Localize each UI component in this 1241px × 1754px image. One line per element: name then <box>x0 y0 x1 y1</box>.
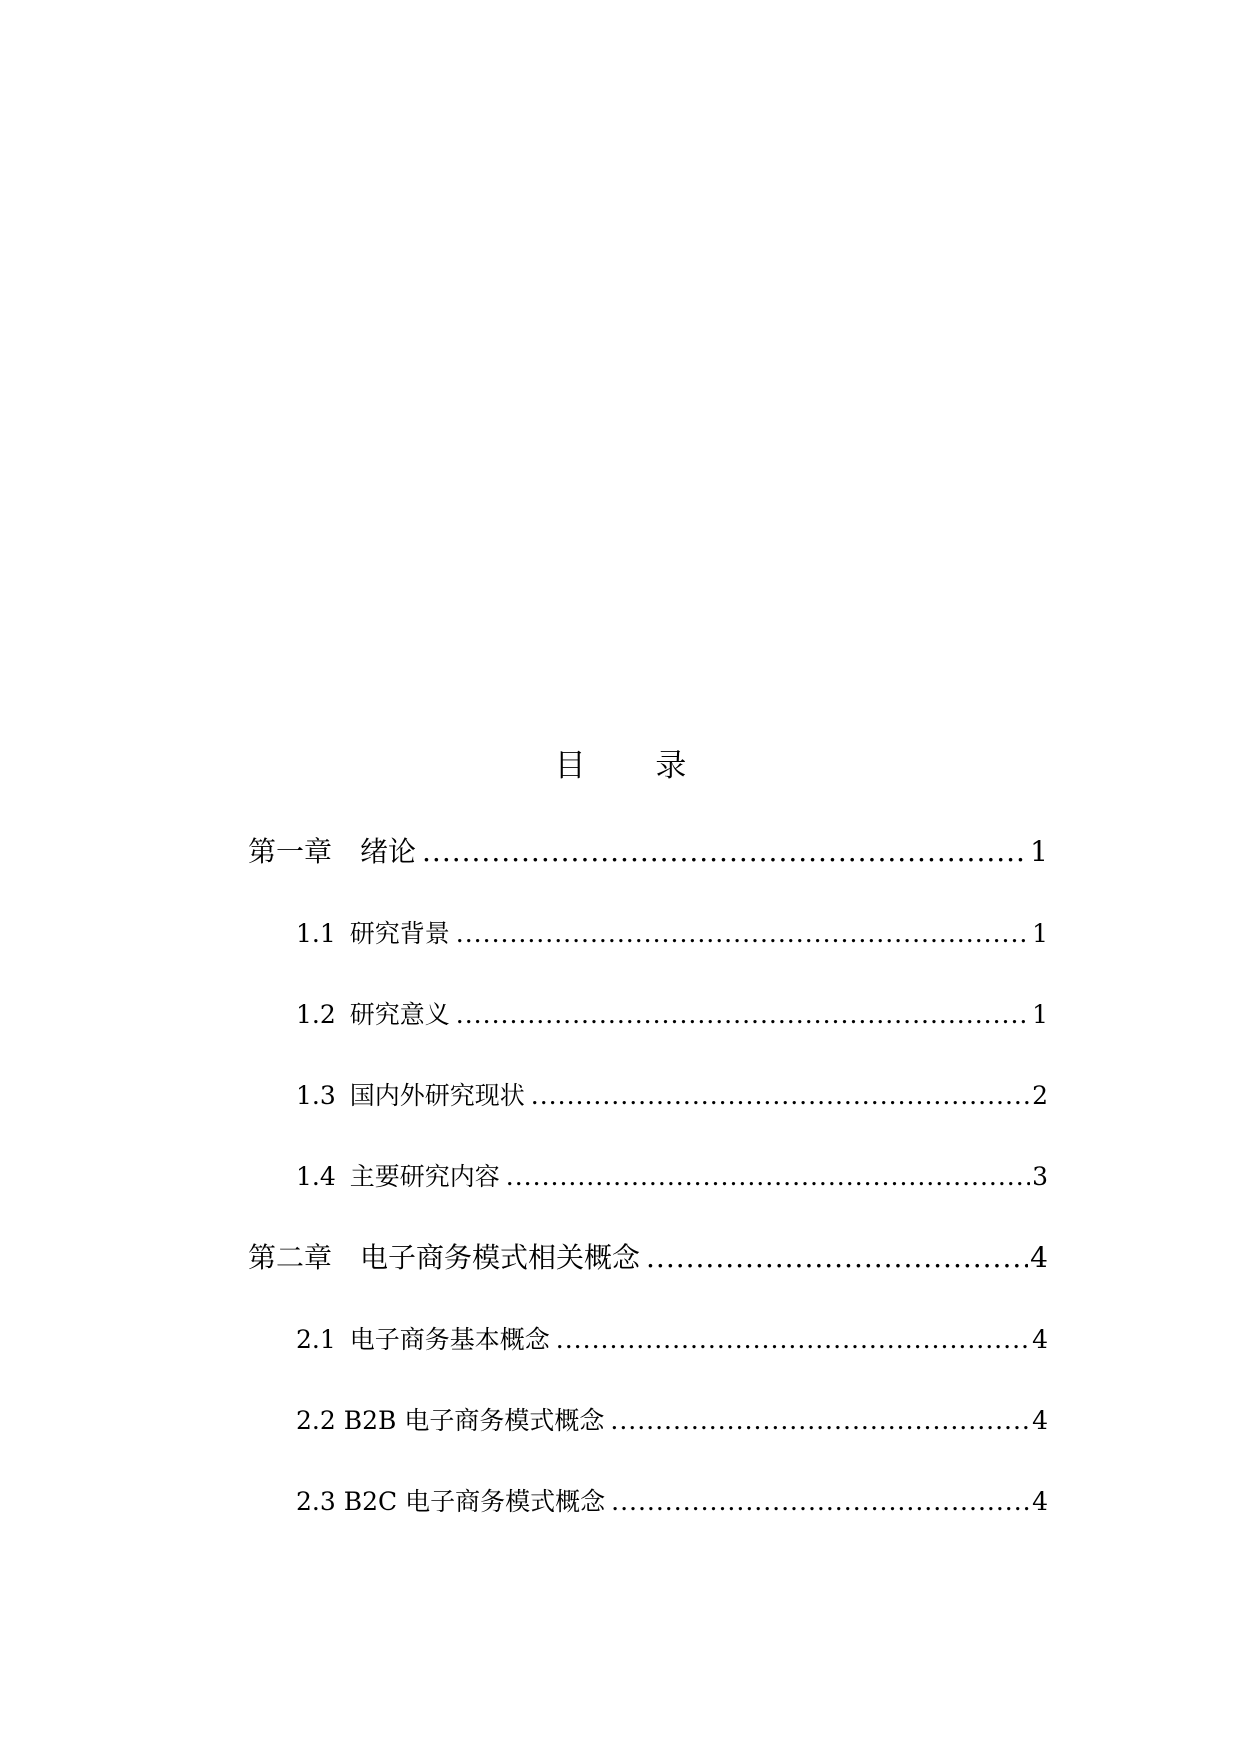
toc-entry-title: 电子商务基本概念 <box>349 1325 550 1354</box>
toc-entry-1-3[interactable] <box>296 1078 1048 1114</box>
dot-leader <box>610 1403 1030 1439</box>
toc-page-number: 1 <box>1030 835 1048 868</box>
page-title: 目 录 <box>554 748 717 784</box>
toc-page-number: 4 <box>1032 1487 1048 1516</box>
toc-entry-2-3[interactable] <box>296 1484 1048 1520</box>
dot-leader <box>456 916 1030 952</box>
toc-page-number: 2 <box>1032 1081 1048 1110</box>
toc-entry-title: 研究意义 <box>349 1000 450 1029</box>
toc-entry-chapter-1[interactable] <box>248 834 1048 870</box>
toc-chapter-label: 第二章 <box>248 1241 333 1274</box>
toc-page-number: 3 <box>1032 1162 1048 1191</box>
toc-section-number: 2.1 <box>296 1325 336 1354</box>
toc-entry-title: 主要研究内容 <box>349 1162 500 1191</box>
dot-leader <box>646 1240 1028 1276</box>
toc-page-number: 1 <box>1032 1000 1048 1029</box>
toc-entry-1-1[interactable] <box>296 916 1048 952</box>
dot-leader <box>611 1484 1030 1520</box>
toc-entry-title: 研究背景 <box>349 919 450 948</box>
dot-leader <box>422 834 1028 870</box>
toc-page-number: 1 <box>1032 919 1048 948</box>
toc-section-number: 1.3 <box>296 1081 336 1110</box>
toc-section-number: 2.3 <box>296 1487 336 1516</box>
toc-chapter-label: 第一章 <box>248 835 333 868</box>
toc-entry-title: 绪论 <box>360 835 417 868</box>
toc-page-number: 4 <box>1030 1241 1048 1274</box>
toc-entry-1-4[interactable] <box>296 1159 1048 1195</box>
toc-entry-2-2[interactable] <box>296 1403 1048 1439</box>
toc-entry-chapter-2[interactable] <box>248 1240 1048 1276</box>
toc-page-number: 4 <box>1032 1406 1048 1435</box>
toc-section-number: 1.2 <box>296 1000 336 1029</box>
toc-entry-2-1[interactable] <box>296 1322 1048 1358</box>
dot-leader <box>456 997 1030 1033</box>
toc-entry-title: B2B 电子商务模式概念 <box>343 1406 605 1435</box>
dot-leader <box>531 1078 1030 1114</box>
toc-section-number: 1.4 <box>296 1162 336 1191</box>
toc-page-number: 4 <box>1032 1325 1048 1354</box>
toc-entry-title: 国内外研究现状 <box>349 1081 525 1110</box>
dot-leader <box>556 1322 1030 1358</box>
toc-section-number: 2.2 <box>296 1406 336 1435</box>
toc-entry-title: 电子商务模式相关概念 <box>360 1241 641 1274</box>
toc-entry-title: B2C 电子商务模式概念 <box>343 1487 606 1516</box>
toc-section-number: 1.1 <box>296 919 336 948</box>
dot-leader <box>506 1159 1030 1195</box>
toc-entry-1-2[interactable] <box>296 997 1048 1033</box>
